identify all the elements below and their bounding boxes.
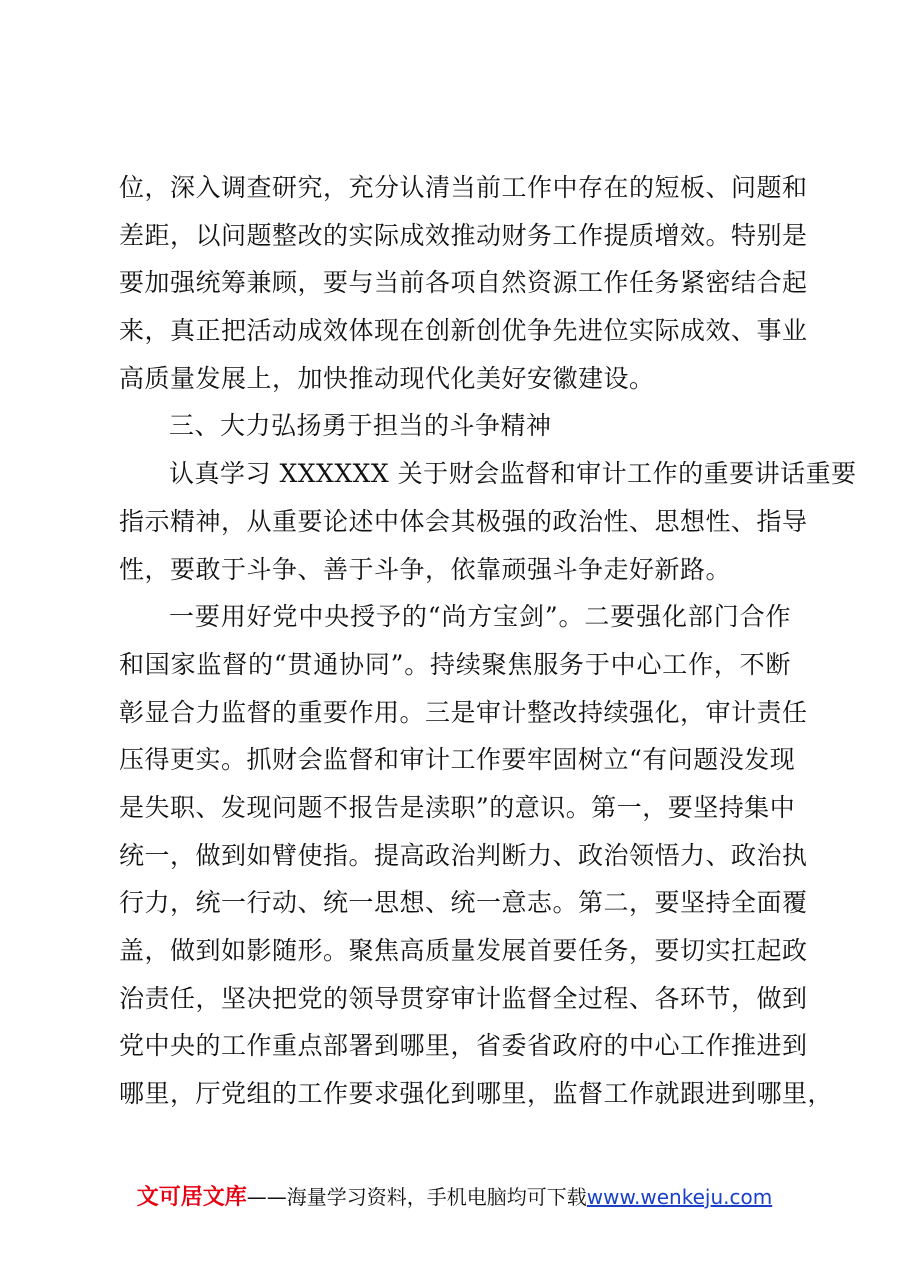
paragraph-line: 党中央的工作重点部署到哪里，省委省政府的中心工作推进到 (119, 1031, 808, 1061)
paragraph-line: 性，要敢于斗争、善于斗争，依靠顽强斗争走好新路。 (119, 554, 732, 584)
paragraph-line: 统一，做到如臂使指。提高政治判断力、政治领悟力、政治执 (119, 840, 808, 870)
document-body (119, 164, 857, 1118)
paragraph-line: 认真学习 XXXXXX 关于财会监督和审计工作的重要讲话重要 (169, 459, 857, 489)
footer-brand: 文可居文库 (136, 1185, 247, 1210)
paragraph-line: 来，真正把活动成效体现在创新创优争先进位实际成效、事业 (119, 316, 808, 346)
paragraph-line: 压得更实。抓财会监督和审计工作要牢固树立“有问题没发现 (119, 745, 796, 775)
paragraph-line: 行力，统一行动、统一思想、统一意志。第二，要坚持全面覆 (119, 888, 808, 918)
footer-banner (0, 1180, 909, 1211)
paragraph-line: 彰显合力监督的重要作用。三是审计整改持续强化，审计责任 (119, 697, 808, 727)
paragraph-line: 高质量发展上，加快推动现代化美好安徽建设。 (119, 363, 655, 393)
footer-tagline: ——海量学习资料，手机电脑均可下载 (246, 1185, 587, 1209)
paragraph-line: 治责任，坚决把党的领导贯穿审计监督全过程、各环节，做到 (119, 983, 808, 1013)
paragraph-line: 和国家监督的“贯通协同”。持续聚焦服务于中心工作，不断 (119, 649, 791, 679)
section-heading: 三、大力弘扬勇于担当的斗争精神 (169, 411, 552, 441)
paragraph-line: 盖，做到如影随形。聚焦高质量发展首要任务，要切实扛起政 (119, 936, 808, 965)
paragraph-line: 哪里，厅党组的工作要求强化到哪里，监督工作就跟进到哪里， (119, 1079, 834, 1109)
paragraph-line: 指示精神，从重要论述中体会其极强的政治性、思想性、指导 (119, 506, 808, 536)
paragraph-line: 一要用好党中央授予的“尚方宝剑”。二要强化部门合作 (169, 602, 791, 632)
footer-site-link[interactable]: www.wenkeju.com (586, 1185, 773, 1209)
paragraph-line: 差距，以问题整改的实际成效推动财务工作提质增效。特别是 (119, 220, 808, 250)
paragraph-line: 位，深入调查研究，充分认清当前工作中存在的短板、问题和 (119, 173, 808, 202)
paragraph-line: 要加强统筹兼顾，要与当前各项自然资源工作任务紧密结合起 (119, 268, 808, 298)
paragraph-line: 是失职、发现问题不报告是渎职”的意识。第一，要坚持集中 (119, 792, 796, 822)
